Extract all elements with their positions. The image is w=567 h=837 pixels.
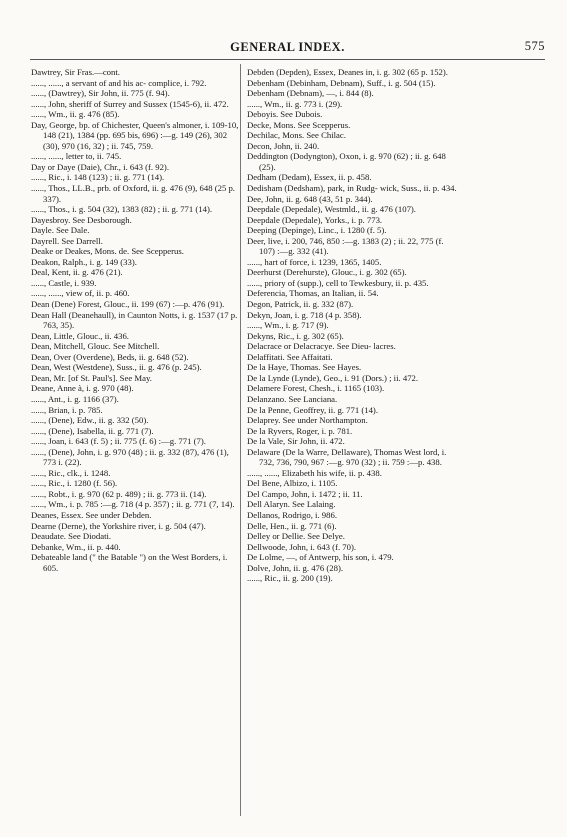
index-entry: Deepdale (Depedale), Westmld., ii. g. 476 (107). bbox=[247, 204, 416, 215]
index-entry: Dell Alaryn. See Lalaing. bbox=[247, 499, 336, 510]
index-entry: Delamere Forest, Chesh., i. 1165 (103). bbox=[247, 383, 385, 394]
index-entry: Del Campo, John, i. 1472 ; ii. 11. bbox=[247, 488, 363, 499]
index-entry: ......, hart of force, i. 1239, 1365, 1405. bbox=[247, 256, 382, 267]
index-entry: Dekyn, Joan, i. g. 718 (4 p. 358). bbox=[247, 309, 362, 320]
index-entry: Deake or Deakes, Mons. de. See Scepperus. bbox=[31, 246, 184, 257]
index-entry: ......, Ric., ii. g. 200 (19). bbox=[247, 573, 333, 584]
index-entry: Dean, Mr. [of St. Paul's]. See May. bbox=[31, 372, 152, 383]
index-entry: Delacrace or Delacracye. See Dieu- lacres. bbox=[247, 341, 396, 352]
index-entry: Day, George, bp. of Chichester, Queen's almoner, i. 109-10, 148 (21), 1384 (pp. 695 bis, 696) :—g. 149 (26), 302 (30), 970 (16, 32) ; ii. 745, 759. bbox=[31, 119, 241, 151]
index-entry: Deal, Kent, ii. g. 476 (21). bbox=[31, 267, 123, 278]
index-entry: ......, ......, a servant of and his ac- complice, i. 792. bbox=[31, 77, 207, 88]
index-entry: Delaprey. See under Northampton. bbox=[247, 415, 368, 426]
index-entry: De la Lynde (Lynde), Geo., i. 91 (Dors.) ; ii. 472. bbox=[247, 372, 419, 383]
index-entry: ......, Ric., i. 1280 (f. 56). bbox=[31, 478, 118, 489]
index-column-left bbox=[31, 67, 244, 573]
index-entry: Debden (Depden), Essex, Deanes in, i. g. 302 (65 p. 152). bbox=[247, 67, 448, 77]
index-entry: Delaware (De la Warre, Dellaware), Thomas West lord, i. 732, 736, 790, 967 :—g. 970 (32) ; ii. 759 :—p. 438. bbox=[247, 446, 449, 468]
index-entry: Deerhurst (Derehurste), Glouc., i. g. 302 (65). bbox=[247, 267, 407, 278]
index-entry: ......, (Dene), Isabella, ii. g. 771 (7). bbox=[31, 425, 154, 436]
index-entry: ......, Thos., LL.B., prb. of Oxford, ii. g. 476 (9), 648 (25 p. 337). bbox=[31, 183, 238, 204]
index-entry: ......, Ric., i. 148 (123) ; ii. g. 771 (14). bbox=[31, 172, 165, 183]
index-entry: De la Vale, Sir John, ii. 472. bbox=[247, 436, 345, 447]
index-entry: Decke, Mons. See Scepperus. bbox=[247, 119, 351, 130]
index-entry: Deaudate. See Diodati. bbox=[31, 531, 112, 542]
index-entry: Dean, Mitchell, Glouc. See Mitchell. bbox=[31, 341, 160, 352]
index-entry: Deer, live, i. 200, 746, 850 :—g. 1383 (2) ; ii. 22, 775 (f. 107) :—g. 332 (41). bbox=[247, 235, 446, 257]
index-entry: Deanes, Essex. See under Debden. bbox=[31, 509, 152, 520]
index-entry: ......, Ric., clk., i. 1248. bbox=[31, 467, 111, 478]
index-entry: Delaffitati. See Affaitati. bbox=[247, 351, 333, 362]
index-entry: Dean Hall (Deanehaull), in Caunton Notts, i. g. 1537 (17 p. 763, 35). bbox=[31, 309, 240, 331]
index-entry: Dellwoode, John, i. 643 (f. 70). bbox=[247, 541, 357, 552]
index-entry: Dearne (Derne), the Yorkshire river, i. g. 504 (47). bbox=[31, 520, 206, 531]
index-entry: Delley or Dellie. See Delye. bbox=[247, 531, 345, 542]
index-entry: ......, Robt., i. g. 970 (62 p. 489) ; ii. g. 773 ii. (14). bbox=[31, 488, 207, 499]
index-entry: Dedham (Dedam), Essex, ii. p. 458. bbox=[247, 172, 372, 183]
index-entry: De la Penne, Geoffrey, ii. g. 771 (14). bbox=[247, 404, 378, 415]
index-entry: Dellanos, Rodrigo, i. 986. bbox=[247, 509, 338, 520]
running-title: GENERAL INDEX. bbox=[230, 40, 345, 54]
index-entry: Dayesbroy. See Desborough. bbox=[31, 214, 132, 225]
index-entry: Degon, Patrick, ii. g. 332 (87). bbox=[247, 299, 354, 310]
index-entry: Dean, Little, Glouc., ii. 436. bbox=[31, 330, 129, 341]
index-entry: ......, Brian, i. p. 785. bbox=[31, 404, 103, 415]
index-entry: Dawtrey, Sir Fras.—cont. bbox=[31, 67, 120, 77]
page-header bbox=[30, 40, 545, 56]
index-entry: Deddington (Dodyngton), Oxon, i. g. 970 (62) ; ii. g. 648 (25). bbox=[247, 151, 449, 172]
index-entry: ......, Thos., i. g. 504 (32), 1383 (82) ; ii. g. 771 (14). bbox=[31, 204, 213, 215]
index-entry: Day or Daye (Daie), Chr., i. 643 (f. 92). bbox=[31, 161, 169, 172]
index-entry: Deakon, Ralph., i. g. 149 (33). bbox=[31, 256, 137, 267]
index-entry: Del Bene, Albizo, i. 1105. bbox=[247, 478, 338, 489]
index-entry: ......, Wm., i. p. 785 :—g. 718 (4 p. 357) ; ii. g. 771 (7, 14). bbox=[31, 499, 235, 510]
index-entry: Dekyns, Ric., i. g. 302 (65). bbox=[247, 330, 344, 341]
index-entry: Delle, Hen., ii. g. 771 (6). bbox=[247, 520, 337, 531]
index-entry: ......, Wm., ii. g. 773 i. (29). bbox=[247, 98, 343, 109]
index-entry: De la Ryvers, Roger, i. p. 781. bbox=[247, 425, 353, 436]
index-entry: Deferencia, Thomas, an Italian, ii. 54. bbox=[247, 288, 379, 299]
index-entry: Dedisham (Dedsham), park, in Rudg- wick, Suss., ii. p. 434. bbox=[247, 183, 457, 194]
index-entry: Dolve, John, ii. g. 476 (28). bbox=[247, 562, 344, 573]
index-entry: ......, (Dawtrey), Sir John, ii. 775 (f. 94). bbox=[31, 88, 170, 99]
index-entry: Dayrell. See Darrell. bbox=[31, 235, 103, 246]
index-entry: ......, Ant., i. g. 1166 (37). bbox=[31, 393, 119, 404]
index-entry: Deeping (Depinge), Linc., i. 1280 (f. 5). bbox=[247, 225, 387, 236]
index-entry: ......, John, sheriff of Surrey and Sussex (1545-6), ii. 472. bbox=[31, 98, 229, 109]
index-entry: Debenham (Debinham, Debnam), Suff., i. g. 504 (15). bbox=[247, 77, 436, 88]
index-entry: Deane, Anne à, i. g. 970 (48). bbox=[31, 383, 134, 394]
index-entry: ......, ......, view of, ii. p. 460. bbox=[31, 288, 130, 299]
index-entry: Deboyis. See Dubois. bbox=[247, 109, 323, 120]
index-entry: Debenham (Debnam), —, i. 844 (8). bbox=[247, 88, 374, 99]
index-entry: Debanke, Wm., ii. p. 440. bbox=[31, 541, 121, 552]
index-entry: De la Haye, Thomas. See Hayes. bbox=[247, 362, 362, 373]
header-rule bbox=[30, 59, 545, 60]
index-entry: Dee, John, ii. g. 648 (43, 51 p. 344). bbox=[247, 193, 373, 204]
index-entry: Dayle. See Dale. bbox=[31, 225, 90, 236]
page-number: 575 bbox=[524, 39, 545, 53]
index-entry: ......, Wm., i. g. 717 (9). bbox=[247, 320, 329, 331]
index-entry: ......, Castle, i. 939. bbox=[31, 277, 97, 288]
index-entry: Decon, John, ii. 240. bbox=[247, 140, 320, 151]
index-entry: Dean, Over (Overdene), Beds, ii. g. 648 (52). bbox=[31, 351, 189, 362]
index-entry: Dean (Dene) Forest, Glouc., ii. 199 (67) :—p. 476 (91). bbox=[31, 299, 225, 310]
index-entry: ......, priory of (supp.), cell to Tewkesbury, ii. p. 435. bbox=[247, 277, 429, 288]
index-entry: Debateable land (" the Batable ") on the West Borders, i. 605. bbox=[31, 552, 230, 573]
index-entry: ......, Wm., ii. g. 476 (85). bbox=[31, 109, 120, 120]
index-entry: Dechilac, Mons. See Chilac. bbox=[247, 130, 346, 141]
index-entry: ......, ......, letter to, ii. 745. bbox=[31, 151, 122, 162]
index-entry: De Lolme, —, of Antwerp, his son, i. 479. bbox=[247, 552, 394, 563]
index-entry: Dean, West (Westdene), Suss., ii. g. 476 (p. 245). bbox=[31, 362, 202, 373]
index-entry: Delanzano. See Lanciana. bbox=[247, 393, 338, 404]
index-entry: ......, ......, Elizabeth his wife, ii. p. 438. bbox=[247, 467, 382, 478]
index-entry: ......, Joan, i. 643 (f. 5) ; ii. 775 (f. 6) :—g. 771 (7). bbox=[31, 436, 206, 447]
index-column-right bbox=[247, 67, 460, 584]
index-entry: ......, (Dene), John, i. g. 970 (48) ; ii. g. 332 (87), 476 (1), 773 i. (22). bbox=[31, 446, 232, 468]
index-entry: ......, (Dene), Edw., ii. g. 332 (50). bbox=[31, 415, 149, 426]
index-entry: Deepdale (Depedale), Yorks., i. p. 773. bbox=[247, 214, 383, 225]
